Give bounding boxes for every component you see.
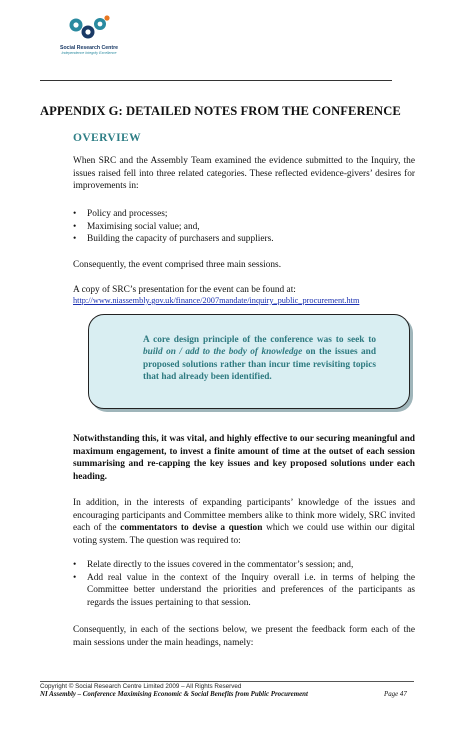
logo-tagline: Independence Integrity Excellence: [61, 51, 117, 55]
footer-document-title: NI Assembly – Conference Maximising Economic & Social Benefits from Public Procurement: [40, 691, 308, 698]
logo-name: Social Research Centre: [60, 45, 118, 51]
list-item: • Policy and processes;: [73, 208, 415, 221]
presentation-link[interactable]: http://www.niassembly.gov.uk/finance/2007mandate/inquiry_public_procurement.htm: [73, 296, 360, 305]
page-number: Page 47: [384, 691, 407, 698]
intro-paragraph: When SRC and the Assembly Team examined the evidence submitted to the Inquiry, the issues raised fell into three related categories. These reflected evidence-givers’ desires for improvements in:: [73, 156, 415, 191]
consequently-paragraph: Consequently, in each of the sections below, we present the feedback form each of the main sessions under the main headings, namely:: [73, 625, 415, 648]
section-heading-overview: OVERVIEW: [73, 132, 141, 144]
notwithstanding-paragraph: Notwithstanding this, it was vital, and highly effective to our securing meaningful and maximum engagement, to invest a finite amount of time at the outset of each session summarising and re-capping the key issues and key proposed solutions under each heading.: [73, 434, 415, 482]
src-logo: [44, 14, 134, 55]
header-divider: [40, 80, 392, 81]
commentators-emphasis: commentators to devise a question: [120, 523, 263, 533]
footer-copyright: Copyright © Social Research Centre Limited 2009 – All Rights Reserved: [40, 683, 242, 690]
copy-paragraph: A copy of SRC’s presentation for the event can be found at:: [73, 285, 296, 295]
src-logo-icon: [67, 14, 111, 44]
footer-divider: [40, 681, 414, 682]
sessions-paragraph: Consequently, the event comprised three main sessions.: [73, 260, 282, 270]
page-title: APPENDIX G: DETAILED NOTES FROM THE CONFERENCE: [40, 104, 401, 118]
improvement-list: [73, 208, 415, 246]
question-requirements-list: [73, 559, 415, 609]
list-item: • Maximising social value; and,: [73, 221, 415, 234]
list-item: • Building the capacity of purchasers and suppliers.: [73, 233, 415, 246]
callout-text: A core design principle of the conference was to seek to build on / add to the body of knowledge on the issues and proposed solutions rather than incur time revisiting topics that had already been identified.: [143, 335, 376, 383]
addition-paragraph: In addition, in the interests of expanding participants’ knowledge of the issues and encouraging participants and Committee members alike to think more widely, SRC invited each of the commentators to devise a question which we could use within our digital voting system. The question was required to:: [73, 498, 416, 546]
list-item: • Add real value in the context of the Inquiry overall i.e. in terms of helping the Committee better understand the priorities and preferences of the participants as regards the issues pertaining to that session.: [73, 572, 415, 610]
callout-emphasis: build on / add to the body of knowledge: [143, 347, 303, 358]
design-principle-callout: [88, 314, 410, 409]
list-item: • Relate directly to the issues covered in the commentator’s session; and,: [73, 559, 415, 572]
